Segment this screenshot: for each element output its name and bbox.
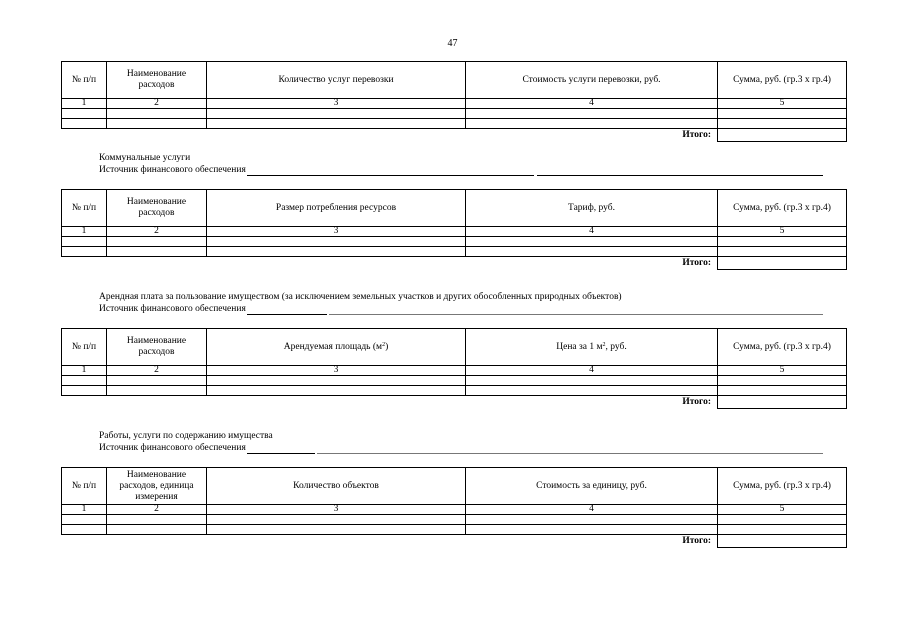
utilities-table	[61, 189, 847, 270]
table-cell[interactable]	[718, 247, 847, 257]
funding-source-line	[99, 304, 823, 315]
funding-source-field[interactable]	[247, 305, 327, 315]
column-header: Сумма, руб. (гр.3 x гр.4)	[718, 468, 847, 505]
column-header: № п/п	[62, 190, 107, 227]
table-cell[interactable]	[466, 515, 718, 525]
table-cell[interactable]	[207, 247, 466, 257]
funding-source-field-2[interactable]	[317, 444, 823, 454]
column-number-row	[62, 366, 847, 376]
column-number: 1	[62, 505, 107, 515]
table-row	[62, 237, 847, 247]
column-number: 4	[466, 227, 718, 237]
table-header-row	[62, 329, 847, 366]
superscript: 2	[382, 341, 386, 348]
column-number: 4	[466, 505, 718, 515]
table-cell[interactable]	[207, 237, 466, 247]
table-cell[interactable]	[207, 376, 466, 386]
table-cell[interactable]	[207, 515, 466, 525]
funding-source-field-2[interactable]	[537, 166, 823, 176]
table-cell[interactable]	[62, 515, 107, 525]
table-cell[interactable]	[62, 525, 107, 535]
table-row	[62, 119, 847, 129]
column-header: № п/п	[62, 468, 107, 505]
table-cell[interactable]	[107, 386, 207, 396]
table-row	[62, 376, 847, 386]
table-cell[interactable]	[107, 515, 207, 525]
section-title: Арендная плата за пользование имуществом (за исключением земельных участков и других обособленных природных объектов)	[99, 292, 622, 302]
column-header: Сумма, руб. (гр.3 x гр.4)	[718, 190, 847, 227]
funding-source-field[interactable]	[247, 166, 534, 176]
total-label: Итого:	[682, 396, 711, 407]
column-number: 4	[466, 99, 718, 109]
total-row	[62, 129, 847, 142]
column-number: 3	[207, 99, 466, 109]
total-label: Итого:	[682, 129, 711, 140]
total-value-cell[interactable]	[718, 535, 847, 548]
header-text: Арендуемая площадь (м	[283, 341, 383, 352]
column-number: 1	[62, 366, 107, 376]
total-label: Итого:	[682, 535, 711, 546]
column-header: Сумма, руб. (гр.3 x гр.4)	[718, 62, 847, 99]
transport-services-table	[61, 61, 847, 142]
funding-source-line	[99, 443, 823, 454]
table-cell[interactable]	[62, 109, 107, 119]
funding-source-field-2[interactable]	[329, 305, 823, 315]
table-header-row	[62, 468, 847, 505]
funding-source-label: Источник финансового обеспечения	[99, 304, 246, 314]
column-number-row	[62, 505, 847, 515]
column-number: 2	[107, 99, 207, 109]
table-cell[interactable]	[62, 386, 107, 396]
header-text: Цена за 1 м	[556, 341, 603, 352]
column-header: Стоимость услуги перевозки, руб.	[466, 62, 718, 99]
total-row	[62, 396, 847, 409]
table-cell[interactable]	[718, 119, 847, 129]
column-number-row	[62, 227, 847, 237]
column-number: 3	[207, 227, 466, 237]
table-cell[interactable]	[466, 119, 718, 129]
total-row	[62, 257, 847, 270]
table-cell[interactable]	[718, 109, 847, 119]
table-cell[interactable]	[62, 119, 107, 129]
section-title: Работы, услуги по содержанию имущества	[99, 431, 273, 441]
column-header: Стоимость за единицу, руб.	[466, 468, 718, 505]
table-cell[interactable]	[466, 237, 718, 247]
column-header: Наименование расходов	[107, 329, 207, 366]
column-number: 1	[62, 227, 107, 237]
column-number: 5	[718, 366, 847, 376]
table-cell[interactable]	[62, 376, 107, 386]
funding-source-field[interactable]	[247, 444, 315, 454]
funding-source-line	[99, 165, 823, 176]
table-cell[interactable]	[107, 109, 207, 119]
column-number: 3	[207, 366, 466, 376]
table-header-row	[62, 190, 847, 227]
total-value-cell[interactable]	[718, 396, 847, 409]
table-cell[interactable]	[107, 525, 207, 535]
header-text-suffix: , руб.	[605, 341, 627, 352]
table-cell[interactable]	[207, 525, 466, 535]
total-label: Итого:	[682, 257, 711, 268]
property-maintenance-table	[61, 467, 847, 548]
column-number-row	[62, 99, 847, 109]
section-title: Коммунальные услуги	[99, 153, 191, 163]
table-cell[interactable]	[107, 376, 207, 386]
superscript: 2	[602, 341, 606, 348]
column-header: Наименование расходов	[107, 190, 207, 227]
page-number: 47	[447, 38, 458, 49]
table-row	[62, 386, 847, 396]
table-cell[interactable]	[466, 109, 718, 119]
column-number: 2	[107, 227, 207, 237]
table-row	[62, 109, 847, 119]
column-number: 2	[107, 366, 207, 376]
total-value-cell[interactable]	[718, 129, 847, 142]
table-row	[62, 525, 847, 535]
column-header: № п/п	[62, 329, 107, 366]
column-header: Наименование расходов, единица измерения	[107, 468, 207, 505]
table-cell[interactable]	[466, 376, 718, 386]
column-header: № п/п	[62, 62, 107, 99]
column-header: Размер потребления ресурсов	[207, 190, 466, 227]
column-header: Тариф, руб.	[466, 190, 718, 227]
table-row	[62, 515, 847, 525]
column-header	[207, 329, 466, 366]
column-header: Количество объектов	[207, 468, 466, 505]
table-cell[interactable]	[466, 247, 718, 257]
funding-source-label: Источник финансового обеспечения	[99, 443, 246, 453]
column-header: Наименование расходов	[107, 62, 207, 99]
column-number: 5	[718, 227, 847, 237]
column-number: 2	[107, 505, 207, 515]
total-value-cell[interactable]	[718, 257, 847, 270]
table-cell[interactable]	[207, 119, 466, 129]
header-text-suffix: )	[385, 341, 389, 352]
table-cell[interactable]	[107, 119, 207, 129]
column-number: 1	[62, 99, 107, 109]
total-row	[62, 535, 847, 548]
table-row	[62, 247, 847, 257]
table-cell[interactable]	[718, 515, 847, 525]
table-cell[interactable]	[62, 237, 107, 247]
funding-source-label: Источник финансового обеспечения	[99, 165, 246, 175]
column-number: 4	[466, 366, 718, 376]
column-number: 3	[207, 505, 466, 515]
table-cell[interactable]	[207, 109, 466, 119]
table-cell[interactable]	[718, 376, 847, 386]
table-cell[interactable]	[107, 247, 207, 257]
column-number: 5	[718, 505, 847, 515]
table-cell[interactable]	[62, 247, 107, 257]
table-cell[interactable]	[466, 386, 718, 396]
table-header-row	[62, 62, 847, 99]
table-cell[interactable]	[207, 386, 466, 396]
table-cell[interactable]	[718, 525, 847, 535]
table-cell[interactable]	[718, 386, 847, 396]
column-header: Количество услуг перевозки	[207, 62, 466, 99]
column-header	[466, 329, 718, 366]
column-header: Сумма, руб. (гр.3 x гр.4)	[718, 329, 847, 366]
table-cell[interactable]	[466, 525, 718, 535]
rent-table	[61, 328, 847, 409]
table-cell[interactable]	[718, 237, 847, 247]
column-number: 5	[718, 99, 847, 109]
table-cell[interactable]	[107, 237, 207, 247]
